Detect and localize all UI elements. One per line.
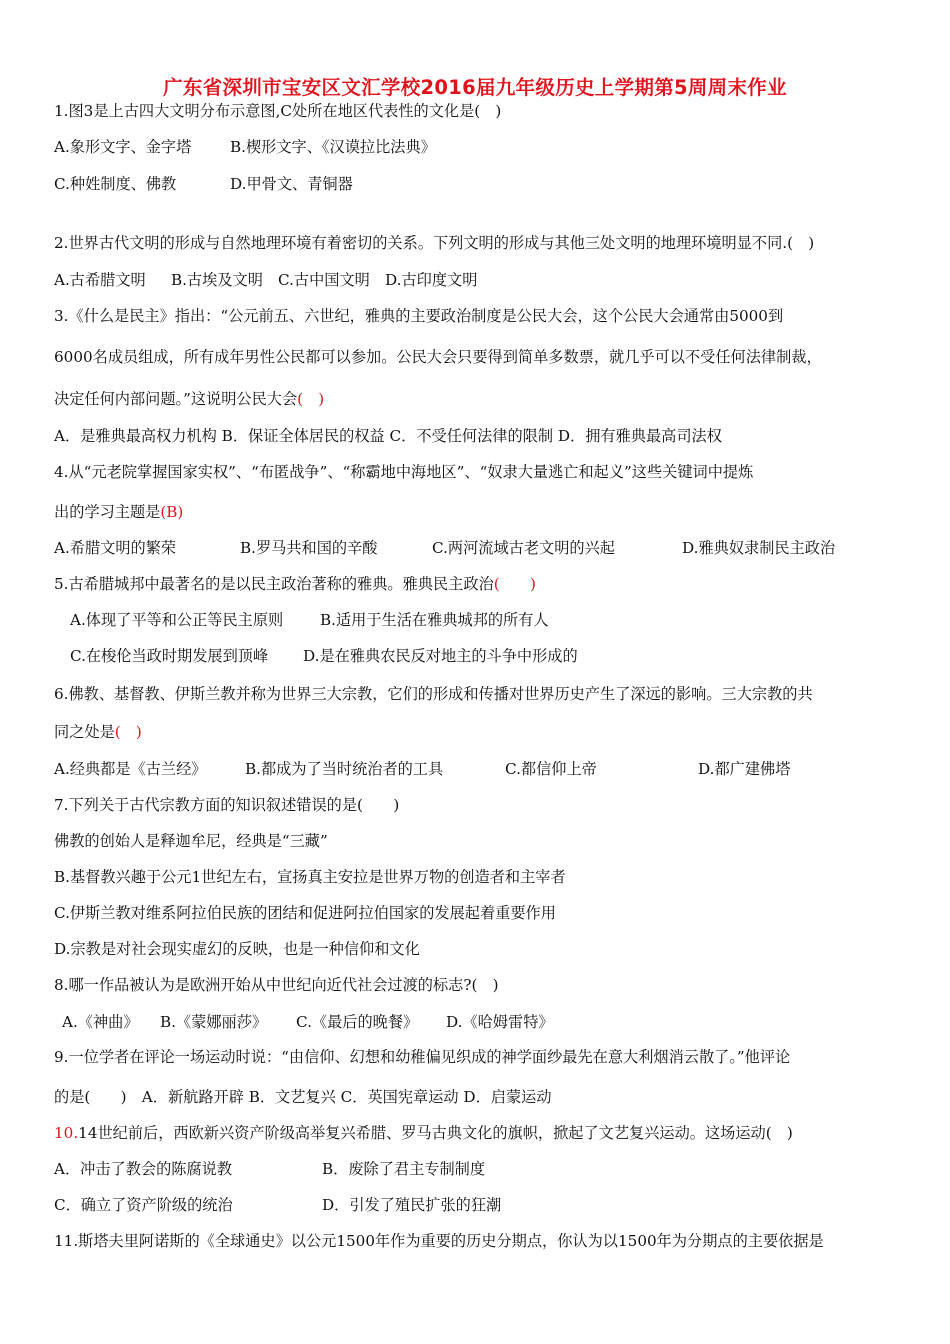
q10-option-b: B．废除了君主专制制度 <box>322 1160 486 1178</box>
q4-option-a: A.希腊文明的繁荣 <box>54 539 177 557</box>
q1-option-d: D.甲骨文、青铜器 <box>230 175 353 193</box>
q9-line-2: 的是( ) A．新航路开辟 B．文艺复兴 C．英国宪章运动 D．启蒙运动 <box>54 1088 552 1106</box>
q10-stem-line <box>54 1123 793 1143</box>
q1-option-a: A.象形文字、金字塔 <box>54 138 192 156</box>
q8-option-d: D.《哈姆雷特》 <box>446 1013 554 1031</box>
q11-stem: 11.斯塔夫里阿诺斯的《全球通史》以公元1500年作为重要的历史分期点，你认为以1500年为分期点的主要依据是 <box>54 1232 824 1250</box>
q8-option-a: A.《神曲》 <box>62 1013 139 1031</box>
q6-line-2-text: 同之处是 <box>54 723 115 741</box>
q3-line-2: 6000名成员组成，所有成年男性公民都可以参加。公民大会只要得到简单多数票，就几乎可以不受任何法律制裁， <box>54 348 822 366</box>
q5-option-b: B.适用于生活在雅典城邦的所有人 <box>320 611 549 629</box>
q2-option-d: D.古印度文明 <box>385 271 478 289</box>
q1-option-c: C.种姓制度、佛教 <box>54 175 177 193</box>
q5-stem: 5.古希腊城邦中最著名的是以民主政治著称的雅典。雅典民主政治 <box>54 575 494 593</box>
q4-line-1: 4.从“元老院掌握国家实权”、“布匿战争”、“称霸地中海地区”、“奴隶大量逃亡和起义”这些关键词中提炼 <box>54 463 754 481</box>
q4-answer: (B) <box>160 503 184 521</box>
q6-line-2 <box>54 722 142 742</box>
q7-stem: 7.下列关于古代宗教方面的知识叙述错误的是( ) <box>54 796 400 814</box>
q2-option-c: C.古中国文明 <box>278 271 370 289</box>
q1-option-b: B.楔形文字、《汉谟拉比法典》 <box>230 138 436 156</box>
q4-line-2-text: 出的学习主题是 <box>54 503 161 521</box>
q5-stem-line <box>54 574 536 594</box>
q10-option-a: A．冲击了教会的陈腐说教 <box>54 1160 233 1178</box>
q5-option-c: C.在梭伦当政时期发展到顶峰 <box>70 647 269 665</box>
q8-stem: 8.哪一作品被认为是欧洲开始从中世纪向近代社会过渡的标志?( ) <box>54 976 499 994</box>
q3-options: A．是雅典最高权力机构 B．保证全体居民的权益 C．不受任何法律的限制 D．拥有雅典最高司法权 <box>54 427 722 445</box>
worksheet-title: 广东省深圳市宝安区文汇学校2016届九年级历史上学期第5周周末作业 <box>163 76 787 99</box>
q6-answer-paren: ( ) <box>114 723 142 741</box>
q10-option-d: D．引发了殖民扩张的狂潮 <box>322 1196 502 1214</box>
q4-option-c: C.两河流域古老文明的兴起 <box>432 539 615 557</box>
q4-option-b: B.罗马共和国的辛酸 <box>240 539 378 557</box>
q1-stem: 1.图3是上古四大文明分布示意图,C处所在地区代表性的文化是( ) <box>54 102 502 120</box>
q10-option-c: C．确立了资产阶级的统治 <box>54 1196 233 1214</box>
q7-option-b: B.基督教兴趣于公元1世纪左右，宣扬真主安拉是世界万物的创造者和主宰者 <box>54 868 566 886</box>
q6-option-c: C.都信仰上帝 <box>505 760 597 778</box>
q5-option-d: D.是在雅典农民反对地主的斗争中形成的 <box>303 647 578 665</box>
q2-option-a: A.古希腊文明 <box>54 271 146 289</box>
q2-stem: 2.世界古代文明的形成与自然地理环境有着密切的关系。下列文明的形成与其他三处文明的地理环境明显不同.( ) <box>54 234 815 252</box>
q3-line-3 <box>54 389 324 409</box>
q7-option-d: D.宗教是对社会现实虚幻的反映，也是一种信仰和文化 <box>54 940 420 958</box>
q10-stem: 14世纪前后，西欧新兴资产阶级高举复兴希腊、罗马古典文化的旗帜，掀起了文艺复兴运动。这场运动( ) <box>78 1124 793 1142</box>
q6-option-a: A.经典都是《古兰经》 <box>54 760 207 778</box>
q6-option-d: D.都广建佛塔 <box>698 760 791 778</box>
q2-option-b: B.古埃及文明 <box>171 271 263 289</box>
q3-line-3-text: 决定任何内部问题。”这说明公民大会 <box>54 390 298 408</box>
q7-option-a: 佛教的创始人是释迦牟尼，经典是“三藏” <box>54 832 328 850</box>
q8-option-b: B.《蒙娜丽莎》 <box>160 1013 268 1031</box>
q6-line-1: 6.佛教、基督教、伊斯兰教并称为世界三大宗教，它们的形成和传播对世界历史产生了深远的影响。三大宗教的共 <box>54 685 813 703</box>
q3-answer-paren: ( ) <box>297 390 325 408</box>
q9-line-1: 9.一位学者在评论一场运动时说：“由信仰、幻想和幼稚偏见织成的神学面纱最先在意大利烟消云散了。”他评论 <box>54 1048 791 1066</box>
q10-number: 10. <box>54 1124 79 1142</box>
q7-option-c: C.伊斯兰教对维系阿拉伯民族的团结和促进阿拉伯国家的发展起着重要作用 <box>54 904 556 922</box>
q3-line-1: 3.《什么是民主》指出：“公元前五、六世纪，雅典的主要政治制度是公民大会，这个公民大会通常由5000到 <box>54 307 784 325</box>
q5-answer-paren: ( ) <box>493 575 536 593</box>
q5-option-a: A.体现了平等和公正等民主原则 <box>70 611 284 629</box>
q4-option-d: D.雅典奴隶制民主政治 <box>682 539 836 557</box>
q4-line-2 <box>54 502 183 522</box>
q8-option-c: C.《最后的晚餐》 <box>296 1013 419 1031</box>
q6-option-b: B.都成为了当时统治者的工具 <box>245 760 444 778</box>
